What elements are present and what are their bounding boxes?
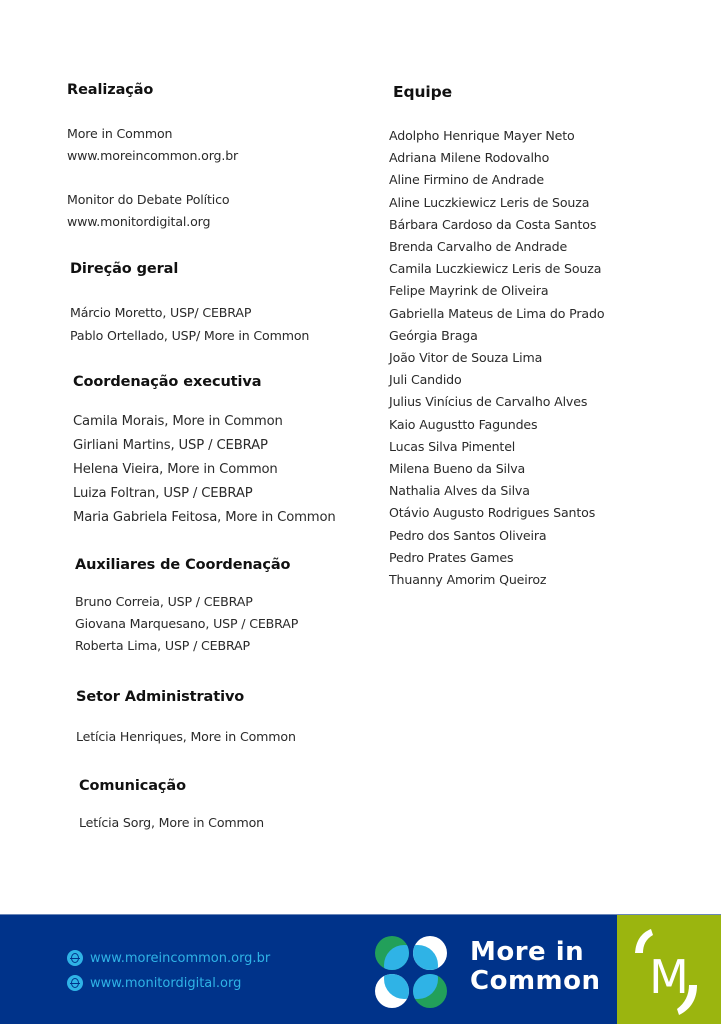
list-item: Pedro Prates Games <box>389 549 514 565</box>
list-item: Brenda Carvalho de Andrade <box>389 239 568 255</box>
list-item: Maria Gabriela Feitosa, More in Common <box>73 510 336 525</box>
list-item: Aline Luczkiewicz Leris de Souza <box>389 194 590 210</box>
list-item: Bárbara Cardoso da Costa Santos <box>389 216 597 232</box>
list-item: Camila Luczkiewicz Leris de Souza <box>389 261 602 277</box>
org-url[interactable]: www.moreincommon.org.br <box>67 148 239 163</box>
list-item: Gabriella Mateus de Lima do Prado <box>389 305 605 321</box>
list-item: João Vitor de Souza Lima <box>389 350 543 366</box>
section-title-direcao-geral: Direção geral <box>70 261 179 277</box>
list-item: Luiza Foltran, USP / CEBRAP <box>73 486 253 501</box>
list-item: Giovana Marquesano, USP / CEBRAP <box>75 616 299 631</box>
section-title-equipe: Equipe <box>393 83 453 101</box>
logo-line: Common <box>470 966 601 996</box>
globe-icon <box>67 975 83 991</box>
footer-link-text[interactable]: www.monitordigital.org <box>90 975 242 991</box>
list-item: Camila Morais, More in Common <box>73 414 283 429</box>
org-name: More in Common <box>67 126 173 141</box>
coordenacao-executiva-list <box>73 410 336 530</box>
list-item: Letícia Sorg, More in Common <box>79 815 265 830</box>
list-item: Nathalia Alves da Silva <box>389 483 530 499</box>
list-item: Aline Firmino de Andrade <box>389 172 544 188</box>
list-item: Girliani Martins, USP / CEBRAP <box>73 438 268 453</box>
auxiliares-list <box>75 591 298 657</box>
list-item: Milena Bueno da Silva <box>389 461 526 477</box>
monitor-logo-letter: M <box>649 950 689 1004</box>
section-title-coordenacao-executiva: Coordenação executiva <box>73 374 262 390</box>
monitor-logo-icon <box>617 915 721 1024</box>
list-item: Thuanny Amorim Queiroz <box>389 572 547 588</box>
section-title-realizacao: Realização <box>67 82 154 98</box>
footer-link[interactable] <box>67 950 270 966</box>
list-item: Pablo Ortellado, USP/ More in Common <box>70 327 310 343</box>
section-title-comunicacao: Comunicação <box>79 778 186 794</box>
list-item: Felipe Mayrink de Oliveira <box>389 283 549 299</box>
equipe-list <box>389 125 604 591</box>
more-in-common-logo-text <box>470 938 601 996</box>
org-name: Monitor do Debate Político <box>67 192 230 207</box>
list-item: Julius Vinícius de Carvalho Alves <box>389 394 588 410</box>
section-title-auxiliares: Auxiliares de Coordenação <box>75 557 291 573</box>
more-in-common-logo-icon <box>374 935 448 1009</box>
section-title-setor-administrativo: Setor Administrativo <box>76 689 245 705</box>
list-item: Geórgia Braga <box>389 327 478 343</box>
list-item: Pedro dos Santos Oliveira <box>389 527 547 543</box>
list-item: Adolpho Henrique Mayer Neto <box>389 128 575 143</box>
list-item: Kaio Augustto Fagundes <box>389 416 538 432</box>
list-item: Lucas Silva Pimentel <box>389 438 516 454</box>
globe-icon <box>67 950 83 966</box>
logo-line: More in <box>470 937 585 967</box>
list-item: Bruno Correia, USP / CEBRAP <box>75 594 253 609</box>
footer-link-text[interactable]: www.moreincommon.org.br <box>90 950 271 966</box>
list-item: Letícia Henriques, More in Common <box>76 729 296 744</box>
monitor-logo <box>617 915 721 1024</box>
list-item: Otávio Augusto Rodrigues Santos <box>389 505 596 521</box>
direcao-geral-list <box>70 302 309 347</box>
list-item: Roberta Lima, USP / CEBRAP <box>75 638 250 653</box>
footer-bar <box>0 915 721 1024</box>
list-item: Márcio Moretto, USP/ CEBRAP <box>70 305 252 320</box>
list-item: Adriana Milene Rodovalho <box>389 150 550 166</box>
list-item: Juli Candido <box>389 372 462 388</box>
footer-link[interactable] <box>67 975 241 991</box>
org-url[interactable]: www.monitordigital.org <box>67 214 211 229</box>
list-item: Helena Vieira, More in Common <box>73 462 278 477</box>
